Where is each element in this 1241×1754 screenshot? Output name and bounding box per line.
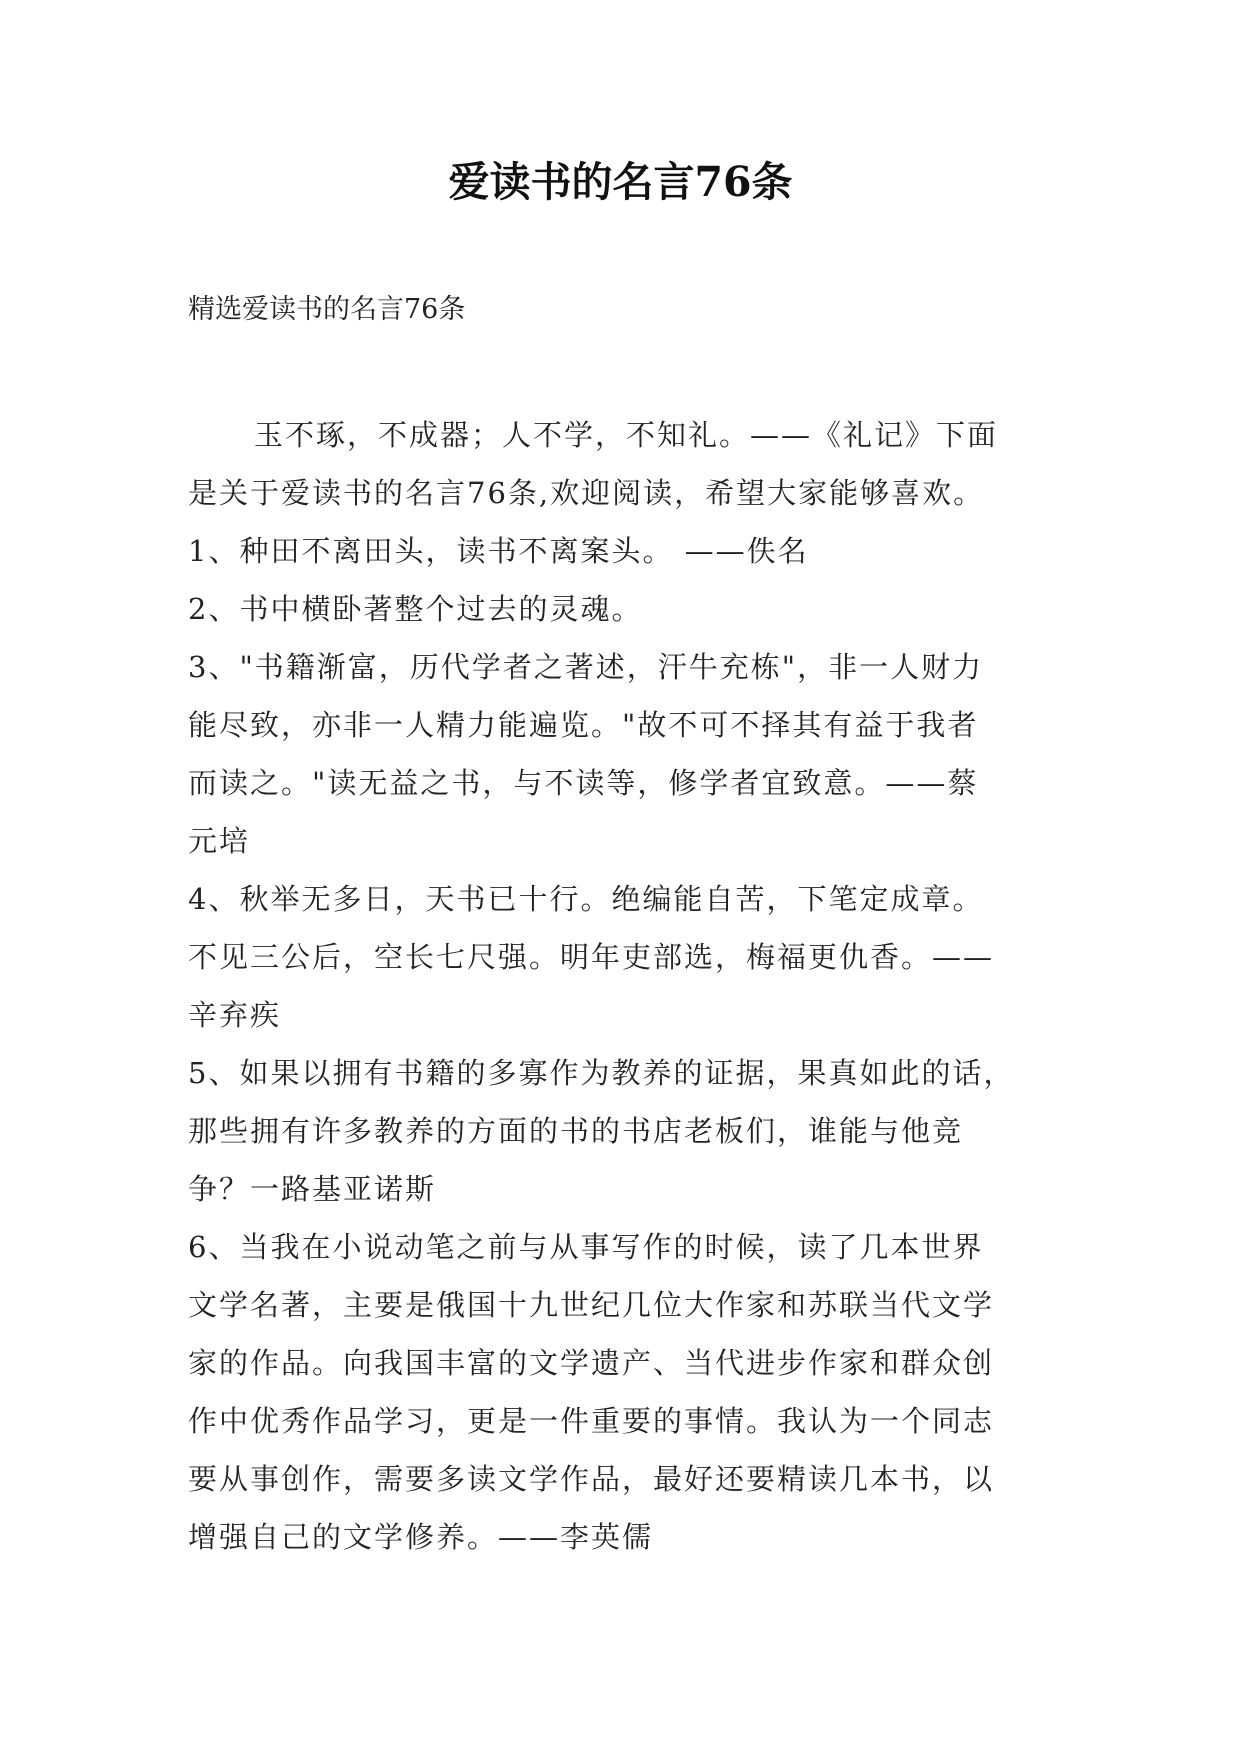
body-line: 增强自己的文学修养。——李英儒: [188, 1520, 654, 1554]
quote-item-3: 3、"书籍渐富，历代学者之著述，汗牛充栋"，非一人财力: [188, 650, 984, 684]
body-line: 而读之。"读无益之书，与不读等，修学者宜致意。——蔡: [188, 766, 979, 800]
body-line: 能尽致，亦非一人精力能遍览。"故不可不择其有益于我者: [188, 708, 979, 742]
document-body: [188, 406, 1068, 1566]
quote-item-4: 4、秋举无多日，天书已十行。绝编能自苦，下笔定成章。: [188, 882, 984, 916]
body-line: 那些拥有许多教养的方面的书的书店老板们，谁能与他竞: [188, 1114, 964, 1148]
body-line: 辛弃疾: [188, 998, 282, 1032]
body-line: 文学名著，主要是俄国十九世纪几位大作家和苏联当代文学: [188, 1288, 995, 1322]
body-line: 要从事创作，需要多读文学作品，最好还要精读几本书，以: [188, 1462, 995, 1496]
quote-item-6: 6、当我在小说动笔之前与从事写作的时候，读了几本世界: [188, 1230, 984, 1264]
quote-item-5: 5、如果以拥有书籍的多寡作为教养的证据，果真如此的话，: [188, 1056, 1015, 1090]
document-subtitle: 精选爱读书的名言76条: [188, 294, 466, 325]
quote-item-1: 1、种田不离田头，读书不离案头。 ——佚名: [188, 534, 809, 568]
body-line: 是关于爱读书的名言76条,欢迎阅读，希望大家能够喜欢。: [188, 476, 985, 510]
document-title: 爱读书的名言76条: [448, 158, 793, 206]
body-line: 元培: [188, 824, 251, 858]
quote-item-2: 2、书中横卧著整个过去的灵魂。: [188, 592, 643, 626]
body-line: 家的作品。向我国丰富的文学遗产、当代进步作家和群众创: [188, 1346, 995, 1380]
body-line: 不见三公后，空长七尺强。明年吏部选，梅福更仇香。——: [188, 940, 995, 974]
body-line: 作中优秀作品学习，更是一件重要的事情。我认为一个同志: [188, 1404, 995, 1438]
body-line: 玉不琢，不成器；人不学，不知礼。——《礼记》下面: [254, 418, 999, 452]
body-line: 争？一路基亚诺斯: [188, 1172, 437, 1206]
